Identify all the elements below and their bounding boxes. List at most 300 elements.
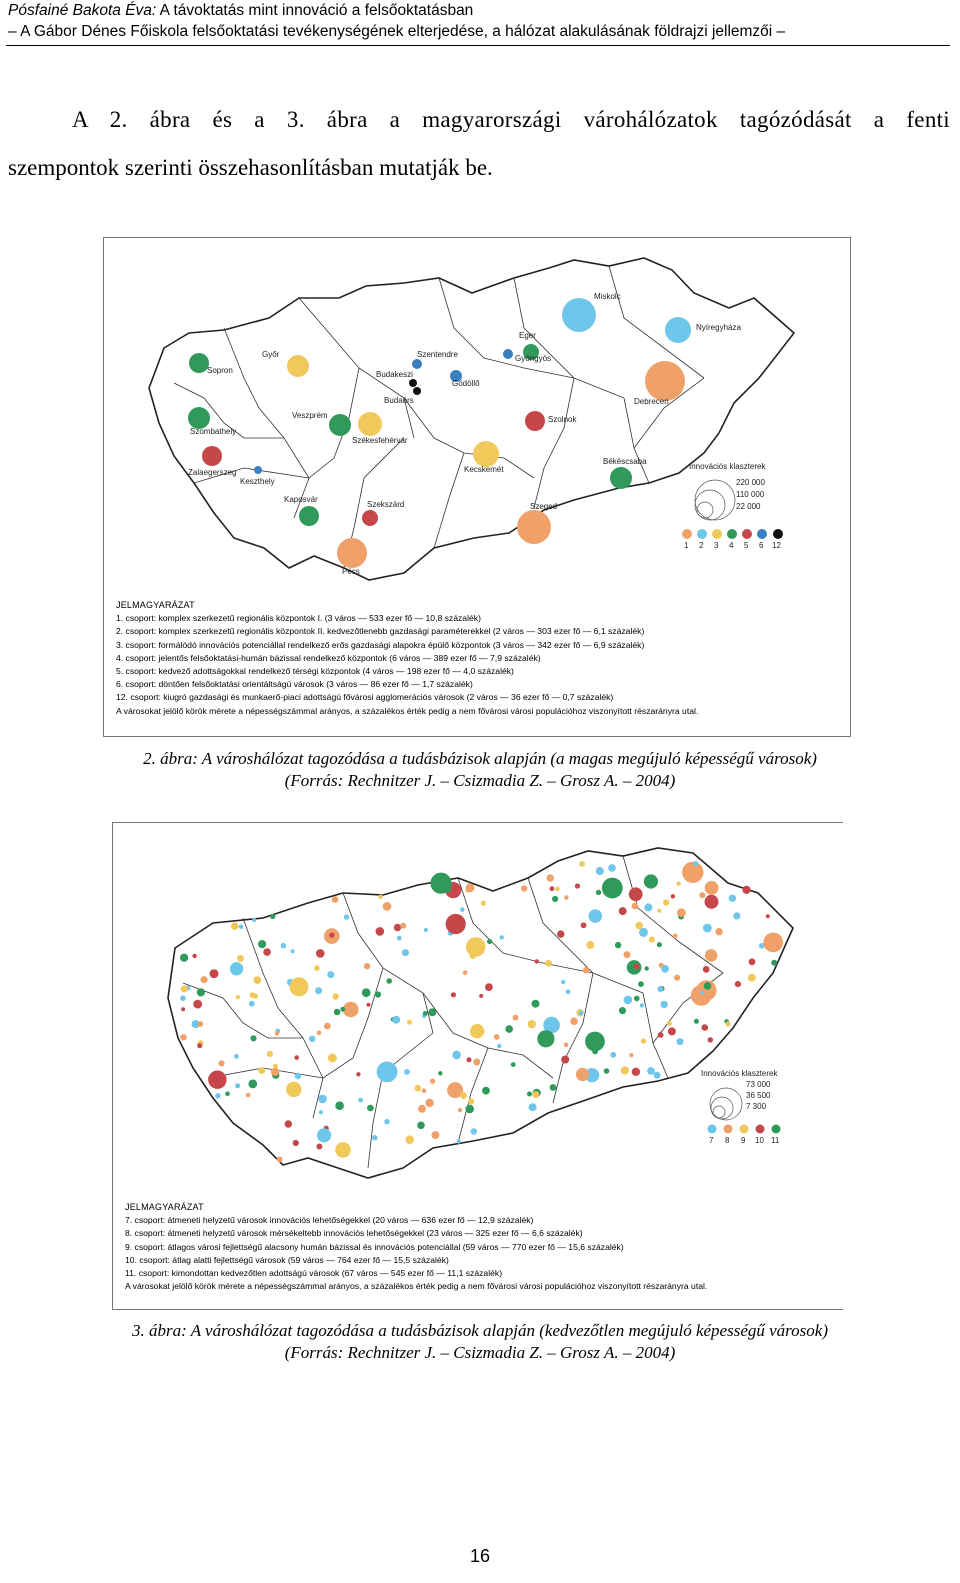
city-dot: [532, 1000, 540, 1008]
label-szombathely: Szombathely: [190, 427, 237, 436]
city-dot: [263, 948, 271, 956]
city-dot: [466, 937, 486, 957]
klaster-key-4: 4: [729, 541, 734, 550]
header-author: Pósfainé Bakota Éva:: [8, 2, 157, 19]
city-dot: [201, 976, 208, 983]
city-dot: [610, 1052, 616, 1058]
city-dot: [654, 1072, 661, 1079]
city-dot: [198, 1021, 204, 1027]
klaster-size-3: 22 000: [736, 502, 761, 511]
city-dot: [258, 1067, 265, 1074]
klaster-size-2: 110 000: [736, 490, 765, 499]
city-dot: [407, 1020, 412, 1025]
city-dot: [327, 971, 334, 978]
city-dot: [615, 942, 621, 948]
city-dot: [316, 1144, 322, 1150]
city-dot: [589, 909, 603, 923]
city-dot: [763, 933, 783, 953]
marker-gyor: [287, 355, 309, 377]
label-godollo: Gödöllő: [452, 379, 480, 388]
label-pecs: Pécs: [342, 567, 360, 576]
city-dot: [285, 1120, 292, 1127]
legend-item: 10. csoport: átlag alatti fejlettségű városok (59 város — 764 ezer fő — 15,5 százalék): [125, 1254, 449, 1265]
marker-szolnok: [525, 411, 545, 431]
city-dot: [497, 1044, 501, 1048]
city-dot: [210, 969, 219, 978]
city-dot: [494, 1034, 500, 1040]
city-dot: [430, 1079, 435, 1084]
city-dot: [619, 907, 627, 915]
city-dot: [700, 991, 704, 995]
city-dot: [715, 928, 722, 935]
city-dot: [726, 1021, 731, 1026]
city-dot: [235, 1083, 240, 1088]
marker-szentendre: [412, 359, 422, 369]
city-dot: [460, 1092, 467, 1099]
city-dot: [362, 988, 371, 997]
hungary-outline: [168, 848, 793, 1178]
city-dot: [423, 1011, 428, 1016]
legend-item: 5. csoport: kedvező adottságokkal rendelkező térségi központok (4 város — 198 ezer fő — 4,0 százalék): [116, 666, 514, 677]
city-dot: [400, 923, 406, 929]
klaster-key-10: 10: [755, 1136, 764, 1145]
city-dot: [329, 933, 334, 938]
city-dot: [457, 1139, 461, 1143]
klaster-title-2: Innovációs klaszterek: [701, 1069, 778, 1078]
city-dot: [405, 1135, 414, 1144]
city-dot: [586, 941, 594, 949]
city-dot: [657, 942, 662, 947]
city-dot: [344, 1149, 349, 1154]
figure2-caption-line2: (Forrás: Rechnitzer J. – Csizmadia Z. – Grosz A. – 2004): [284, 1343, 676, 1362]
city-dot: [766, 914, 770, 918]
city-dot: [468, 1098, 474, 1104]
city-dot: [704, 982, 712, 990]
city-dot: [535, 959, 539, 963]
label-szekszard: Szekszárd: [367, 500, 405, 509]
city-dot: [581, 922, 587, 928]
city-dot: [271, 1068, 279, 1076]
city-dot: [545, 960, 552, 967]
legend-item: 3. csoport: formálódó innovációs potenciállal rendelkező erős gazdasági alapokra épülő központok (3 város — 342 ezer fő — 6,9 százalék): [116, 639, 645, 650]
city-dot: [430, 873, 451, 894]
city-dot: [466, 883, 475, 892]
city-dot: [658, 1032, 664, 1038]
city-dot: [566, 989, 571, 994]
marker-nyiregyhaza: [665, 317, 691, 343]
city-dot: [729, 895, 736, 902]
marker-sopron: [189, 353, 209, 373]
city-dot: [239, 924, 244, 929]
city-dot: [632, 903, 639, 910]
body-paragraph-line1: A 2. ábra és a 3. ábra a magyarországi várohálózatok tagózódását a fenti: [72, 107, 950, 132]
city-dot: [645, 966, 649, 970]
city-dot: [367, 1003, 371, 1007]
city-dot: [180, 995, 186, 1001]
klaster-key-11: 11: [771, 1136, 780, 1145]
city-dot: [334, 1009, 341, 1016]
city-dot: [532, 1091, 539, 1098]
label-kaposvar: Kaposvár: [284, 495, 318, 504]
klaster-title-1: Innovációs klaszterek: [689, 462, 766, 471]
city-dot: [771, 960, 777, 966]
header-title: A távoktatás mint innováció a felsőoktatásban: [159, 2, 474, 19]
city-dot: [252, 918, 256, 922]
city-dot: [470, 1024, 484, 1038]
city-dot: [629, 1053, 633, 1057]
city-dot: [482, 1087, 490, 1095]
city-dot: [383, 902, 392, 911]
city-dot: [537, 1030, 554, 1047]
city-dot: [640, 1003, 644, 1007]
city-dot: [424, 928, 428, 932]
city-dot: [250, 992, 256, 998]
city-dot: [422, 1088, 427, 1093]
city-dot: [375, 991, 381, 997]
city-dot: [340, 1007, 345, 1012]
city-dot: [708, 1037, 713, 1042]
city-dot: [511, 1062, 516, 1067]
city-dot: [249, 1001, 255, 1007]
running-header: [8, 0, 952, 42]
city-dot: [431, 1131, 439, 1139]
city-dot: [602, 878, 623, 899]
city-dot: [547, 874, 554, 881]
marker-miskolc: [562, 298, 596, 332]
marker-pecs: [337, 538, 367, 568]
figure2-caption-line1: 3. ábra: A városhálózat tagozódása a tudásbázisok alapján (kedvezőtlen megújuló képességű városok): [132, 1321, 828, 1340]
figure2-legend: [125, 1201, 707, 1293]
label-budakeszi: Budakeszi: [376, 370, 413, 379]
city-dot: [458, 1108, 462, 1112]
body-paragraph-line2: szempontok szerinti összehasonlításban mutatják be.: [8, 155, 493, 180]
header-subtitle: – A Gábor Dénes Főiskola felsőoktatási tevékenységének elterjedése, a hálózat alakulásának földrajzi jellemzői –: [8, 23, 786, 40]
city-dot: [550, 886, 555, 891]
city-dot: [197, 1043, 202, 1048]
label-sopron: Sopron: [207, 366, 233, 375]
city-dot: [248, 1080, 257, 1089]
city-dot: [286, 1082, 301, 1097]
city-dot: [356, 1072, 360, 1076]
city-dot: [333, 993, 339, 999]
city-dot: [471, 1128, 477, 1134]
city-dot: [677, 908, 686, 917]
city-dot: [596, 867, 604, 875]
hungary-outline: [149, 258, 794, 580]
city-dot: [258, 940, 266, 948]
city-dot: [192, 954, 196, 958]
legend-note: A városokat jelölő körök mérete a népességszámmal arányos, a százalékos érték pedig a nem fővárosi városi populációhoz viszonyított részarányra utal.: [116, 705, 699, 716]
city-dot: [275, 1032, 279, 1036]
city-dot: [624, 996, 633, 1005]
city-dot: [180, 954, 188, 962]
city-dot: [555, 887, 560, 892]
legend-item: 6. csoport: döntően felsőoktatási orientáltságú városok (3 város — 86 ezer fő — 1,7 százalék): [116, 679, 473, 690]
city-dot: [576, 1068, 589, 1081]
city-dot: [575, 883, 580, 888]
city-dot: [579, 1011, 584, 1016]
city-dot: [583, 967, 589, 973]
city-dot: [694, 1019, 699, 1024]
label-zalaegerszeg: Zalaegerszeg: [188, 468, 237, 477]
header-rule: [6, 45, 950, 46]
label-miskolc: Miskolc: [594, 292, 621, 301]
city-dot: [415, 1085, 422, 1092]
city-dot: [564, 895, 569, 900]
label-gyor: Győr: [262, 350, 280, 359]
city-dot: [550, 1084, 557, 1091]
city-dot: [677, 1038, 684, 1045]
city-dot: [632, 1068, 640, 1076]
city-dot: [314, 965, 320, 971]
city-dot: [592, 1049, 598, 1055]
city-dot: [733, 912, 740, 919]
city-dot: [324, 1023, 331, 1030]
city-dot: [621, 1066, 629, 1074]
city-dot: [319, 1110, 323, 1114]
figure1-caption: [0, 748, 960, 792]
city-dot: [332, 896, 339, 903]
klaster-key-3: 3: [714, 541, 719, 550]
marker-budaors: [413, 387, 421, 395]
city-dot: [460, 907, 465, 912]
city-dot: [561, 980, 565, 984]
city-dot: [417, 1122, 425, 1130]
legend-title: JELMAGYARÁZAT: [125, 1202, 204, 1212]
city-dot: [699, 892, 705, 898]
city-dot: [604, 1068, 610, 1074]
city-dot: [225, 1091, 230, 1096]
marker-gyongyos: [503, 349, 513, 359]
klaster-size-1: 220 000: [736, 478, 765, 487]
klaster-key-1: 1: [684, 541, 689, 550]
city-dot: [528, 1020, 536, 1028]
city-dot: [277, 1156, 283, 1162]
klaster-key-8: 8: [725, 1136, 730, 1145]
city-dot: [270, 914, 275, 919]
city-dot: [335, 1142, 351, 1158]
city-dot: [663, 899, 669, 905]
klaster-size-3: 7 300: [746, 1102, 767, 1111]
city-dot: [624, 951, 631, 958]
city-dot: [552, 896, 558, 902]
city-dot: [236, 995, 240, 999]
legend-item: 7. csoport: átmeneti helyzetű városok innovációs lehetőségekkel (20 város — 636 ezer fő — 12,9 százalék): [125, 1215, 534, 1226]
city-dot: [394, 924, 401, 931]
klaster-size-2: 36 500: [746, 1091, 771, 1100]
city-dot: [231, 922, 239, 930]
figure1-map: [103, 237, 851, 737]
city-dot: [253, 976, 261, 984]
city-dot: [397, 936, 402, 941]
label-kecskemet: Kecskemét: [464, 465, 504, 474]
city-dot: [703, 924, 712, 933]
city-dot: [485, 983, 493, 991]
city-dot: [564, 1043, 569, 1048]
city-dot: [673, 934, 678, 939]
city-dot: [579, 861, 585, 867]
city-dot: [608, 864, 616, 872]
city-dot: [237, 955, 244, 962]
figure1-caption-line1: 2. ábra: A városhálózat tagozódása a tudásbázisok alapján (a magas megújuló képességű városok): [143, 749, 817, 768]
figure1-caption-line2: (Forrás: Rechnitzer J. – Csizmadia Z. – Grosz A. – 2004): [284, 771, 676, 790]
legend-note: A városokat jelölő körök mérete a népességszámmal arányos, a százalékos érték pedig a nem fővárosi városi populációhoz viszonyított részarányra utal.: [125, 1281, 708, 1292]
city-dot: [644, 874, 658, 888]
city-dot: [749, 958, 756, 965]
label-veszprem: Veszprém: [292, 411, 328, 420]
city-dot: [676, 881, 681, 886]
marker-budakeszi: [409, 379, 417, 387]
label-budaors: Budaörs: [384, 396, 414, 405]
city-dot: [619, 1007, 626, 1014]
city-dot: [208, 1071, 226, 1089]
city-dot: [425, 1099, 433, 1107]
city-dot: [473, 1059, 480, 1066]
city-dot: [641, 1038, 646, 1043]
city-dot: [521, 885, 527, 891]
city-dot: [364, 963, 370, 969]
city-dot: [657, 986, 663, 992]
city-dot: [693, 861, 698, 866]
city-dot: [234, 1054, 239, 1059]
marker-veszprem: [329, 414, 351, 436]
city-dot: [438, 1071, 442, 1075]
city-dot: [372, 1135, 377, 1140]
city-dot: [446, 914, 466, 934]
figure1-legend: [116, 599, 698, 718]
label-eger: Eger: [519, 331, 536, 340]
city-dot: [215, 1093, 221, 1099]
city-dot: [291, 949, 295, 953]
city-dot: [634, 963, 640, 969]
label-szekesfehervar: Székesfehérvár: [352, 436, 408, 445]
city-dot: [295, 1073, 301, 1079]
city-dot: [452, 1051, 461, 1060]
klaster-key-5: 5: [744, 541, 749, 550]
city-dot: [513, 1015, 519, 1021]
city-dot: [317, 1128, 331, 1142]
city-dot: [668, 1027, 676, 1035]
figure1-klaster-legend: [682, 462, 783, 550]
city-dot: [479, 994, 483, 998]
city-dot: [465, 1105, 474, 1114]
city-dot: [705, 895, 719, 909]
city-dot: [661, 1001, 668, 1008]
legend-item: 4. csoport: jelentős felsőoktatási-humán bázissal rendelkező központok (6 város — 389 ezer fő — 7,9 százalék): [116, 652, 541, 663]
marker-bekescsaba: [610, 467, 632, 489]
city-dot: [367, 1105, 374, 1112]
city-dot: [197, 988, 205, 996]
label-nyiregyhaza: Nyíregyháza: [696, 323, 741, 332]
city-dot: [703, 966, 710, 973]
city-dot: [742, 886, 750, 894]
klaster-size-1: 73 000: [746, 1080, 771, 1089]
city-dot: [505, 1025, 513, 1033]
city-dot: [682, 862, 703, 883]
label-gyongyos: Gyöngyös: [515, 354, 552, 363]
klaster-key-7: 7: [709, 1136, 714, 1145]
city-dot: [596, 890, 601, 895]
city-dot: [317, 1030, 322, 1035]
city-dot: [585, 1032, 605, 1052]
city-dot: [358, 1098, 363, 1103]
city-dot: [315, 987, 322, 994]
city-dot: [500, 935, 504, 939]
city-dot: [386, 978, 392, 984]
city-dot: [451, 992, 456, 997]
legend-item: 1. csoport: komplex szerkezetű regionális központok I. (3 város — 533 ezer fő — 10,8 százalék): [116, 613, 481, 624]
city-dot: [376, 927, 385, 936]
city-dot: [343, 1002, 359, 1018]
legend-item: 11. csoport: kimondottan kedvezőtlen adottságú városok (67 város — 545 ezer fő — 11,1 százalék): [125, 1268, 503, 1279]
city-dot: [328, 1054, 337, 1063]
figure2-klaster-legend: [701, 1069, 781, 1145]
city-dot: [418, 1105, 426, 1113]
marker-szekszard: [362, 510, 378, 526]
city-dot: [181, 985, 188, 992]
city-dot: [644, 903, 652, 911]
city-dot: [384, 1119, 389, 1124]
city-dot: [561, 1056, 569, 1064]
figure2-caption: [0, 1320, 960, 1364]
city-dot: [638, 981, 644, 987]
city-dot: [246, 1093, 251, 1098]
figure2-map: [112, 822, 843, 1310]
city-dot: [181, 1007, 185, 1011]
city-dot: [180, 1034, 186, 1040]
city-dot: [667, 1021, 672, 1026]
legend-item: 12. csoport: kiugró gazdasági és munkaerő-piaci adottságú fővárosi agglomerációs városok (2 város — 36 ezer fő — 0,7 százalék): [116, 692, 614, 703]
city-dot: [294, 1055, 299, 1060]
city-dot: [219, 1060, 225, 1066]
marker-keszthely: [254, 466, 262, 474]
label-debrecen: Debrecen: [634, 397, 669, 406]
city-dot: [281, 943, 287, 949]
city-dot: [344, 914, 349, 919]
klaster-key-6: 6: [759, 541, 764, 550]
city-dot: [705, 949, 718, 962]
klaster-key-2: 2: [699, 541, 704, 550]
city-dot: [463, 970, 468, 975]
city-dot: [193, 1000, 202, 1009]
marker-debrecen: [645, 361, 685, 401]
city-dot: [316, 949, 325, 958]
city-dot: [267, 1051, 273, 1057]
marker-szeged: [517, 510, 551, 544]
city-dot: [748, 974, 756, 982]
label-szentendre: Szentendre: [417, 350, 458, 359]
city-dot: [318, 1095, 327, 1104]
city-dot: [647, 1067, 655, 1075]
city-dot: [402, 949, 409, 956]
city-dot: [629, 887, 643, 901]
label-szolnok: Szolnok: [548, 415, 577, 424]
city-dot: [378, 895, 383, 900]
city-dot: [230, 962, 243, 975]
city-dot: [702, 1024, 709, 1031]
city-dot: [250, 1035, 256, 1041]
marker-kecskemet: [473, 441, 499, 467]
city-dot: [404, 1069, 410, 1075]
city-dot: [467, 1057, 472, 1062]
city-dot: [527, 1092, 532, 1097]
city-dot: [735, 981, 741, 987]
city-dot: [657, 909, 661, 913]
label-bekescsaba: Békéscsaba: [603, 457, 647, 466]
city-dot: [649, 937, 655, 943]
city-dot: [309, 1036, 315, 1042]
legend-item: 9. csoport: átlagos városi fejlettségű alacsony humán bázissal és innovációs potenciállal (59 város — 770 ezer fő — 15,6 százalék): [125, 1241, 624, 1252]
